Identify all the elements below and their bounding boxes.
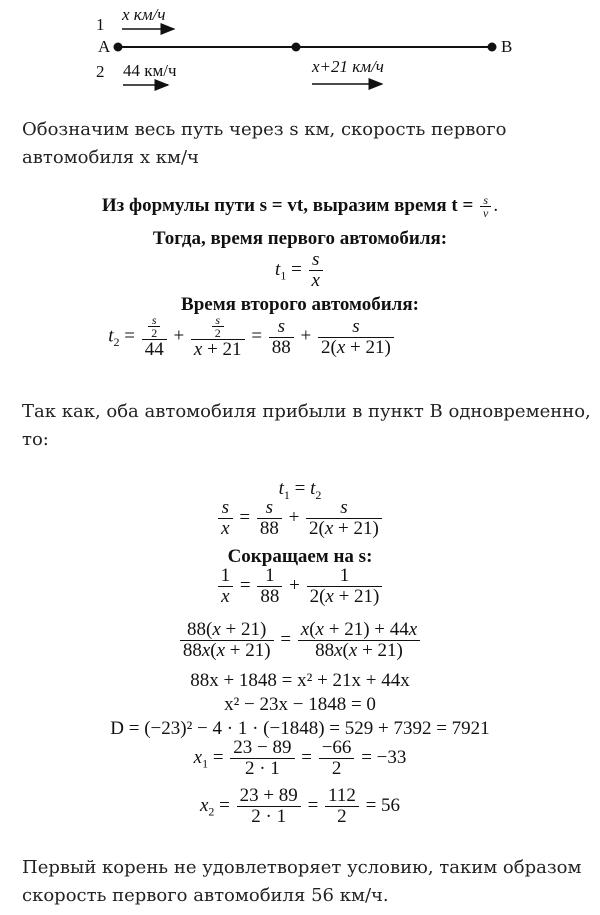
root-x2: $x_2$ = $\frac{23 + 89}{2 \cdot 1}$ = $\frac{112}{2}$ = 56 [199, 785, 401, 827]
t1-equation: $t_1$ = $\frac{s}{x}$ [0, 250, 600, 291]
point-a-dot [114, 43, 123, 52]
car1-label: 1 [96, 15, 105, 34]
conclusion-paragraph: Первый корень не удовлетворяет условию, таким образом скорость первого автомобиля 56 км/ч. [22, 857, 582, 906]
formula-intro-text: Из формулы пути s = vt, выразим время t = [101, 194, 474, 216]
time-fraction: $\frac{s}{v}$ [480, 194, 491, 219]
equation-3: $\frac{88(x + 21)}{88x(x + 21)}$ = $\frac{x(x + 21) + 44x}{88x(x + 21)}$ [0, 620, 600, 661]
t1-equals-t2: $t_1 = t_2$ [278, 478, 322, 502]
equation-1: $\frac{s}{x}$ = $\frac{s}{88}$ + $\frac{s}{2(x + 21)}$ [0, 498, 600, 539]
point-b-dot [488, 43, 497, 52]
point-b-label: B [501, 37, 513, 56]
solution-derivation [0, 474, 600, 844]
expanded-equation: 88x + 1848 = x² + 21x + 44x [190, 670, 410, 691]
time-derivation [0, 190, 600, 390]
midpoint-dot [292, 43, 301, 52]
reduce-label: Сокращаем на s: [227, 546, 373, 567]
point-a-label: A [98, 37, 111, 56]
speed2-label: 44 км/ч [123, 61, 177, 80]
motion-diagram [0, 0, 600, 100]
intro-paragraph: Обозначим весь путь через s км, скорость первого автомобиля x км/ч [22, 119, 507, 168]
speed3-label: x+21 км/ч [312, 57, 384, 76]
root-x1: $x_1$ = $\frac{23 - 89}{2 \cdot 1}$ = $\frac{-66}{2}$ = −33 [193, 737, 407, 779]
formula-intro-row: Из формулы пути s = vt, выразим время t = $\frac{s}{v}$ . [101, 193, 499, 220]
t2-equation: $t_2$ = $\frac{\frac{s}{2}}{44}$ + $\frac{\frac{s}{2}}{x + 21}$ = $\frac{s}{88}$ + $\frac{s}{2(x + 21)}$ [0, 314, 552, 360]
middle-paragraph: Так как, оба автомобиля прибыли в пункт B одновременно, то: [22, 401, 591, 450]
car2-label: 2 [96, 62, 105, 81]
quadratic-equation: x² − 23x − 1848 = 0 [224, 694, 376, 715]
speed1-label: x км/ч [122, 5, 166, 24]
time2-label: Время второго автомобиля: [181, 294, 419, 315]
equation-2: $\frac{1}{x}$ = $\frac{1}{88}$ + $\frac{1}{2(x + 21)}$ [0, 566, 600, 607]
time1-label: Тогда, время первого автомобиля: [152, 228, 448, 249]
discriminant-equation: D = (−23)² − 4 · 1 · (−1848) = 529 + 7392 = 7921 [110, 718, 490, 739]
